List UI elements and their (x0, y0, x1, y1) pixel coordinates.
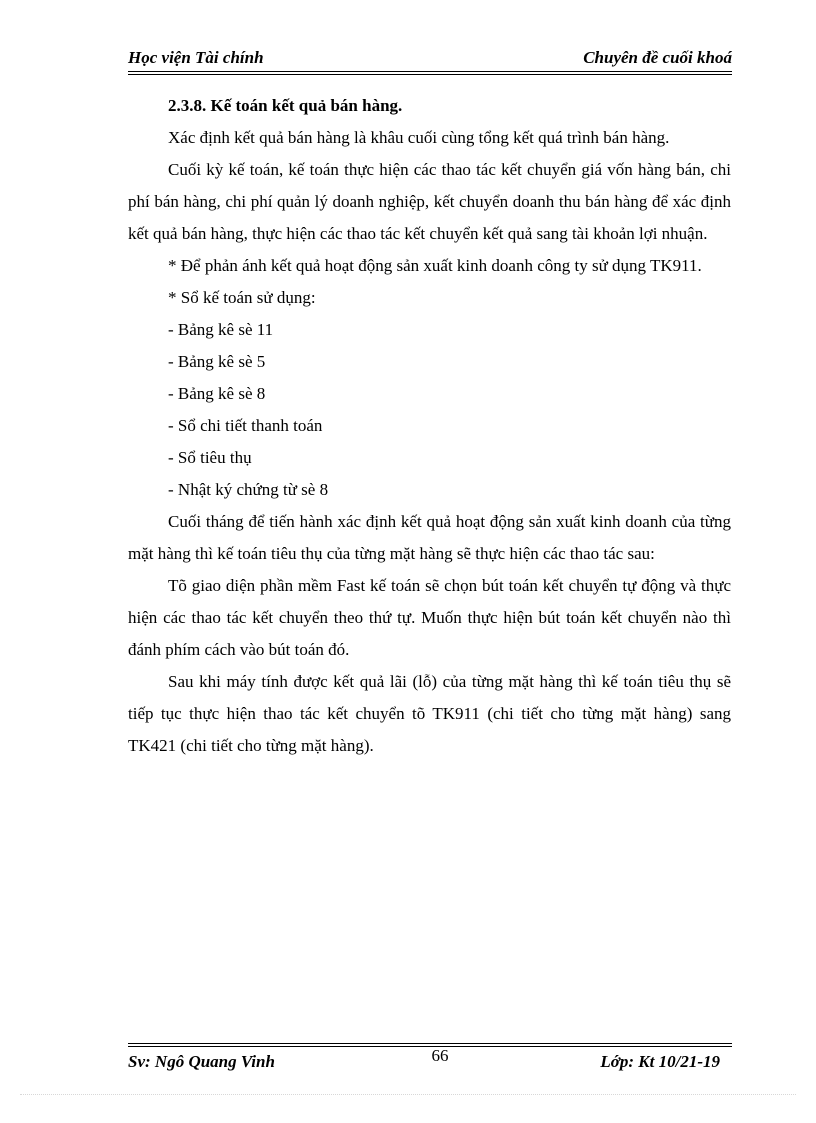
list-item: - Bảng kê sè 5 (168, 352, 266, 371)
paragraph: Sau khi máy tính được kết quả lãi (lỗ) của từng mặt hàng thì kế toán tiêu thụ sẽ tiếp tục thực hiện thao tác kết chuyển tõ TK911 (chi tiết cho từng mặt hàng) sang TK421 (chi tiết cho từng mặt hàng). (128, 672, 731, 755)
paragraph: Cuối kỳ kế toán, kế toán thực hiện các thao tác kết chuyển giá vốn hàng bán, chi phí bán hàng, chi phí quản lý doanh nghiệp, kết chuyển doanh thu bán hàng để xác định kết quả bán hàng, thực hiện các thao tác kết chuyển kết quả sang tài khoản lợi nhuận. (128, 160, 731, 243)
paragraph: * Để phản ánh kết quả hoạt động sản xuất kinh doanh công ty sử dụng TK911. (168, 256, 702, 275)
list-item: - Nhật ký chứng từ sè 8 (168, 480, 329, 499)
header-institution: Học viện Tài chính (128, 48, 264, 67)
list-item: - Bảng kê sè 11 (168, 320, 274, 339)
page-header (128, 48, 732, 72)
header-document-type: Chuyên đề cuối khoá (583, 48, 732, 67)
list-item: - Sổ tiêu thụ (168, 448, 252, 467)
paragraph: * Sổ kế toán sử dụng: (168, 288, 316, 307)
page-body (128, 90, 731, 762)
page-edge-divider (20, 1094, 796, 1095)
paragraph: Cuối tháng để tiến hành xác định kết quả hoạt động sản xuất kinh doanh của từng mặt hàng thì kế toán tiêu thụ của từng mặt hàng sẽ thực hiện các thao tác sau: (128, 512, 731, 563)
paragraph: Tõ giao diện phần mềm Fast kế toán sẽ chọn bút toán kết chuyển tự động và thực hiện các thao tác kết chuyển theo thứ tự. Muốn thực hiện bút toán kết chuyển nào thì đánh phím cách vào bút toán đó. (128, 576, 731, 659)
paragraph: Xác định kết quả bán hàng là khâu cuối cùng tổng kết quá trình bán hàng. (168, 128, 670, 147)
page-number: 66 (431, 1046, 449, 1065)
footer-class: Lớp: Kt 10/21-19 (600, 1052, 720, 1071)
list-item: - Sổ chi tiết thanh toán (168, 416, 323, 435)
section-heading: 2.3.8. Kế toán kết quả bán hàng. (168, 96, 403, 115)
footer-student: Sv: Ngô Quang Vinh (128, 1052, 275, 1071)
header-rule (128, 71, 732, 75)
list-item: - Bảng kê sè 8 (168, 384, 266, 403)
